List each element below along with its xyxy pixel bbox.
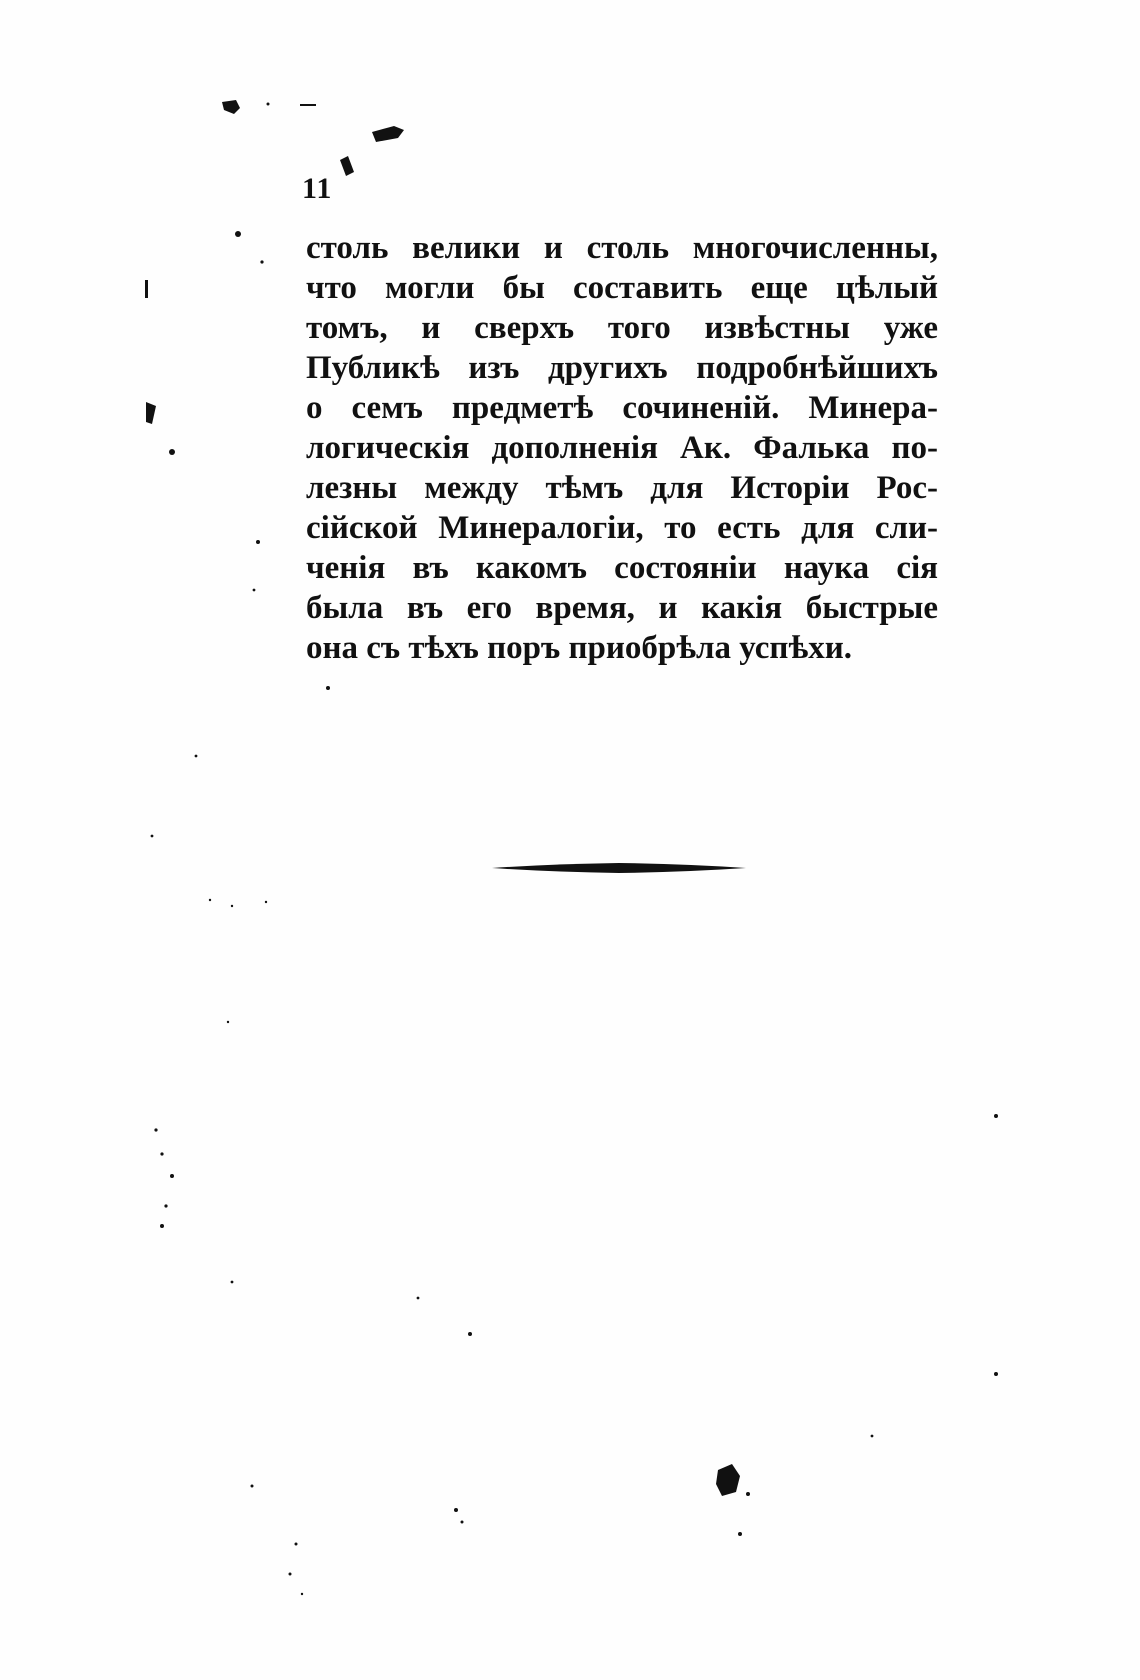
body-text <box>306 228 938 668</box>
text-line: логическія дополненія Ак. Фалька по- <box>306 430 938 466</box>
text-line: сійской Минералогіи, то есть для сли- <box>306 510 938 546</box>
text-line: была въ его время, и какія быстрые <box>306 590 938 626</box>
text-line: ченія въ какомъ состояніи наука сія <box>306 550 938 586</box>
text-line: столь велики и столь многочисленны, <box>306 230 938 266</box>
text-line: о семъ предметѣ сочиненій. Минера- <box>306 390 938 426</box>
page-number: 11 <box>302 172 333 205</box>
text-line: она съ тѣхъ поръ приобрѣла успѣхи. <box>306 630 853 666</box>
text-line: Публикѣ изъ другихъ подробнѣйшихъ <box>306 350 938 386</box>
text-line: что могли бы составить еще цѣлый <box>306 270 938 306</box>
section-divider <box>492 862 746 874</box>
text-line: лезны между тѣмъ для Исторіи Рос- <box>306 470 938 506</box>
text-line: томъ, и сверхъ того извѣстны уже <box>306 310 938 346</box>
